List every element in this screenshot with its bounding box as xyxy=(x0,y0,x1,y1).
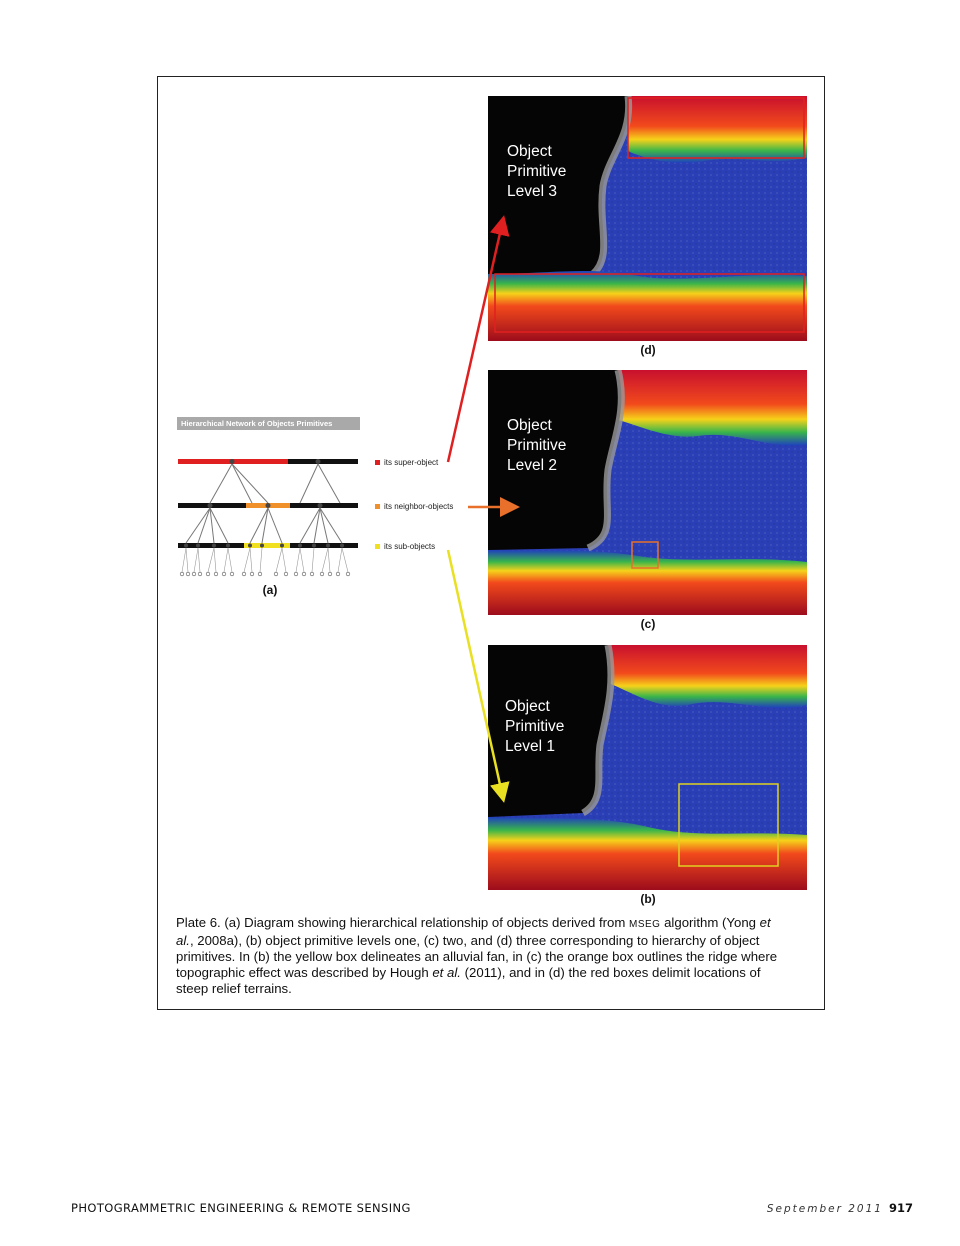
level-line: Object xyxy=(507,143,552,160)
level-line: Primitive xyxy=(507,163,567,180)
level-line: Object xyxy=(507,417,552,434)
panel-c-label: (c) xyxy=(640,617,656,631)
diagram-label: (a) xyxy=(262,583,278,597)
level-line: Level 3 xyxy=(507,183,557,200)
journal-name: PHOTOGRAMMETRIC ENGINEERING & REMOTE SENSING xyxy=(71,1201,411,1215)
page-number: 917 xyxy=(888,1201,913,1215)
legend-swatch xyxy=(375,504,380,509)
figure-caption xyxy=(176,915,786,997)
legend-label: its sub-objects xyxy=(384,542,436,551)
level-line: Object xyxy=(505,698,550,715)
caption-et-al: et al. xyxy=(176,915,771,948)
level-line: Level 1 xyxy=(505,738,555,755)
level-line: Primitive xyxy=(507,437,567,454)
issue-date: September 2011 xyxy=(766,1203,883,1215)
caption-text: algorithm (Yong xyxy=(660,915,760,930)
page-footer xyxy=(767,1201,913,1215)
caption-text: Plate 6. (a) Diagram showing hierarchical relationship of objects derived from xyxy=(176,915,629,930)
legend-sub-objects xyxy=(375,542,435,551)
legend-neighbor-objects xyxy=(375,502,453,511)
level-line: Level 2 xyxy=(507,457,557,474)
caption-text: , 2008a), (b) object primitive levels one, (c) two, and (d) three corresponding to hierarchy of object primitives. In (b) the yellow box delineates an alluvial fan, in (c) the orange box outlines the ridge where topographic effect was described by Hough xyxy=(176,933,778,980)
caption-mseg: MSEG xyxy=(628,919,661,930)
panel-b-label: (b) xyxy=(640,892,656,906)
panel-d-label: (d) xyxy=(640,343,656,357)
caption-et-al: et al. xyxy=(432,965,461,980)
legend-label: its neighbor-objects xyxy=(384,502,454,511)
legend-swatch xyxy=(375,460,380,465)
diagram-title: Hierarchical Network of Objects Primitives xyxy=(177,417,360,430)
legend-swatch xyxy=(375,544,380,549)
level-line: Primitive xyxy=(505,718,565,735)
legend-super-object xyxy=(375,458,438,467)
legend-label: its super-object xyxy=(384,458,439,467)
caption-text: (2011), and in (d) the red boxes delimit locations of steep relief terrains. xyxy=(176,965,761,996)
